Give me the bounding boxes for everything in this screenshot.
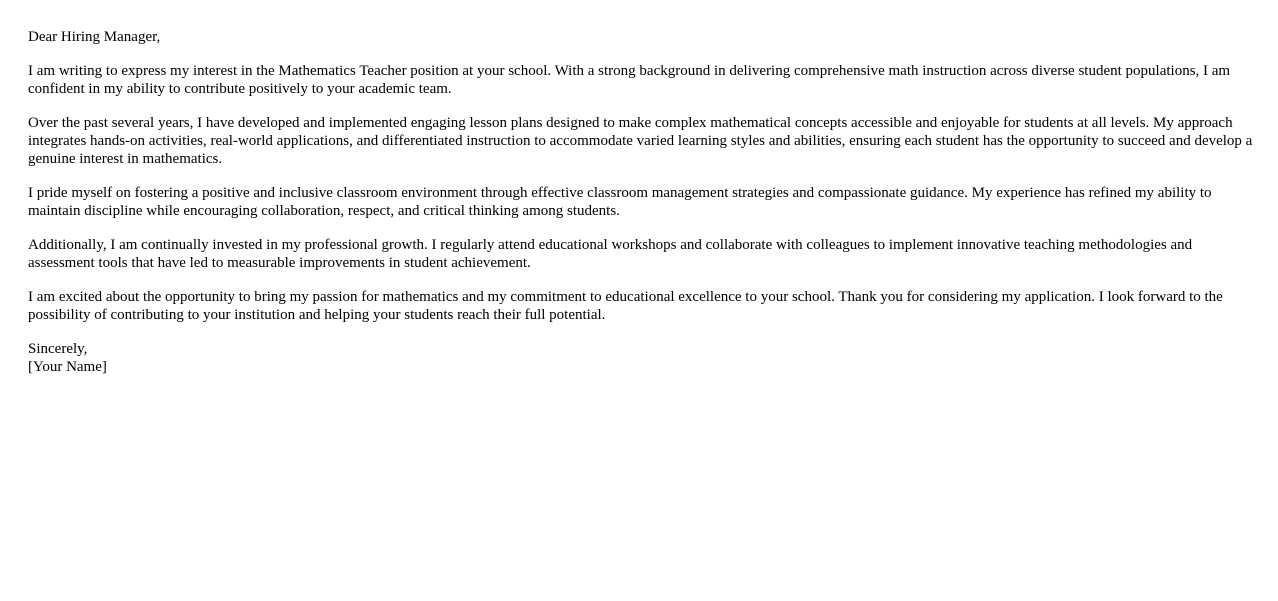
letter-signature: [Your Name] [28, 359, 107, 375]
letter-paragraph-intro: I am writing to express my interest in the Mathematics Teacher position at your school. With a strong background in delivering comprehensive math instruction across diverse student populations, I am confident in my ability to contribute positively to your academic team. [28, 63, 1231, 97]
letter-closing: Sincerely, [28, 341, 88, 357]
letter-paragraph-experience: Over the past several years, I have developed and implemented engaging lesson plans designed to make complex mathematical concepts accessible and enjoyable for students at all levels. My approach integrates hands-on activities, real-world applications, and differentiated instruction to accommodate varied learning styles and abilities, ensuring each student has the opportunity to succeed and develop a genuine interest in mathematics. [28, 115, 1253, 167]
letter-greeting: Dear Hiring Manager, [28, 29, 161, 45]
letter-paragraph-growth: Additionally, I am continually invested in my professional growth. I regularly attend educational workshops and collaborate with colleagues to implement innovative teaching methodologies and assessment tools that have led to measurable improvements in student achievement. [28, 237, 1193, 271]
letter-paragraph-classroom: I pride myself on fostering a positive and inclusive classroom environment through effective classroom management strategies and compassionate guidance. My experience has refined my ability to maintain discipline while encouraging collaboration, respect, and critical thinking among students. [28, 185, 1212, 219]
letter-closing-block [28, 340, 1258, 376]
letter-paragraph-conclusion: I am excited about the opportunity to bring my passion for mathematics and my commitment to educational excellence to your school. Thank you for considering my application. I look forward to the possibility of contributing to your institution and helping your students reach their full potential. [28, 289, 1223, 323]
cover-letter [28, 28, 1258, 376]
